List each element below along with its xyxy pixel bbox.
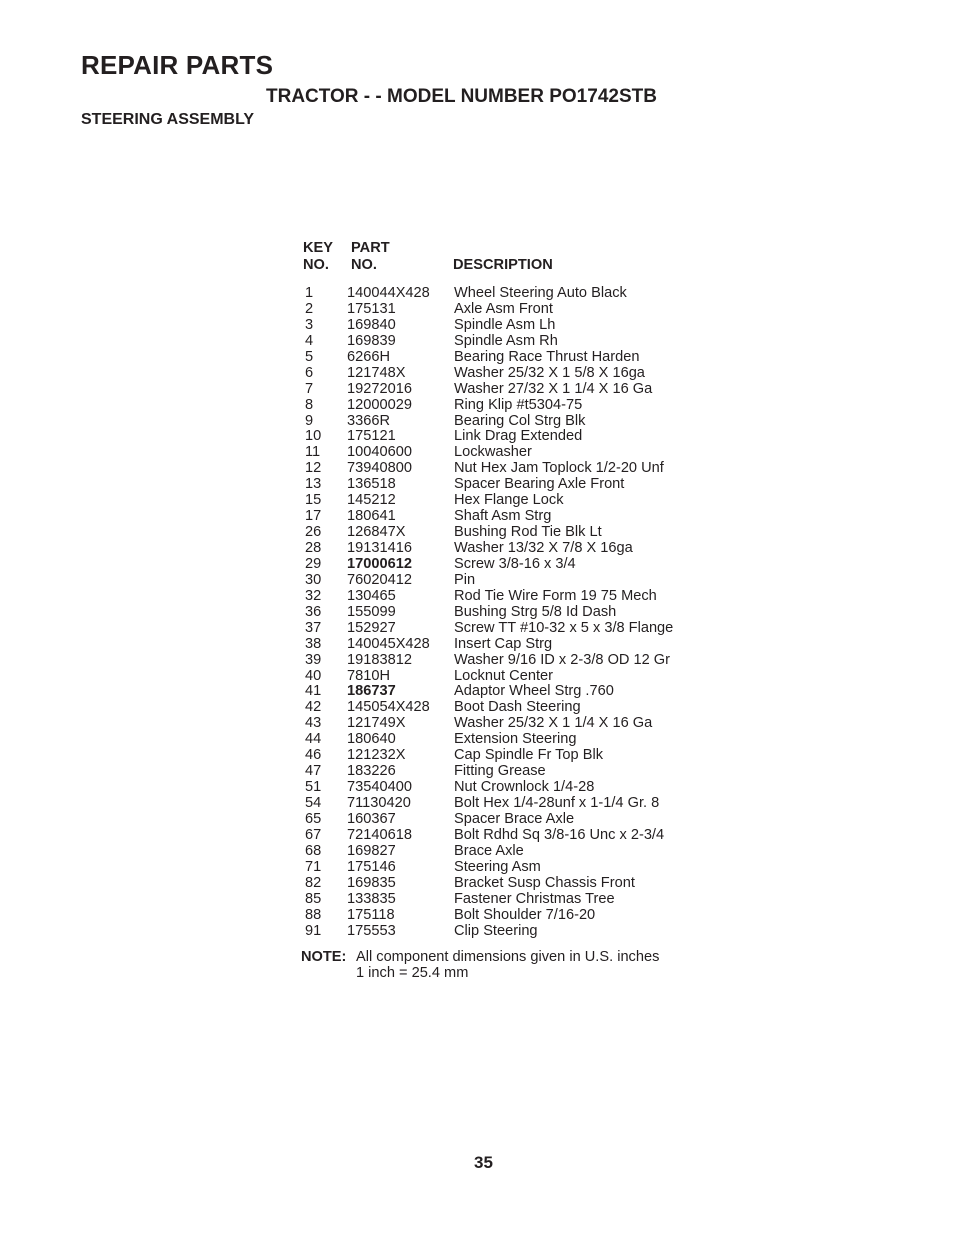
table-row bbox=[303, 382, 723, 398]
table-row bbox=[303, 732, 723, 748]
part-description: Pin bbox=[454, 571, 476, 588]
part-number: 140045X428 bbox=[347, 635, 430, 652]
key-number: 65 bbox=[305, 810, 322, 827]
key-number: 12 bbox=[305, 460, 322, 477]
part-number: 160367 bbox=[347, 810, 396, 827]
key-number: 41 bbox=[305, 683, 322, 700]
part-number: 175131 bbox=[347, 300, 396, 317]
part-header-line2: NO. bbox=[351, 257, 377, 273]
table-row bbox=[303, 908, 723, 924]
table-row bbox=[303, 844, 723, 860]
key-number: 51 bbox=[305, 779, 322, 796]
part-description: Brace Axle bbox=[454, 842, 524, 859]
page-title: REPAIR PARTS bbox=[81, 50, 274, 80]
key-number: 4 bbox=[305, 332, 314, 349]
part-number: 140044X428 bbox=[347, 285, 430, 301]
part-number: 72140618 bbox=[347, 826, 412, 843]
part-description: Cap Spindle Fr Top Blk bbox=[454, 747, 603, 764]
part-number: 121748X bbox=[347, 364, 406, 381]
table-row bbox=[303, 445, 723, 461]
table-row bbox=[303, 828, 723, 844]
part-description: Fastener Christmas Tree bbox=[454, 890, 615, 907]
table-row bbox=[303, 764, 723, 780]
table-row bbox=[303, 302, 723, 318]
table-row bbox=[303, 366, 723, 382]
part-number: 175553 bbox=[347, 922, 396, 939]
part-number: 180641 bbox=[347, 508, 396, 525]
table-row bbox=[303, 924, 723, 940]
note-line-2: 1 inch = 25.4 mm bbox=[356, 965, 469, 981]
part-description: Spindle Asm Rh bbox=[454, 332, 558, 349]
part-description: Bearing Col Strg Blk bbox=[454, 412, 586, 429]
key-number: 26 bbox=[305, 524, 322, 541]
key-number: 3 bbox=[305, 316, 314, 333]
table-row bbox=[303, 286, 723, 302]
part-description: Extension Steering bbox=[454, 731, 577, 748]
part-number: 175118 bbox=[347, 906, 395, 923]
part-description: Screw TT #10-32 x 5 x 3/8 Flange bbox=[454, 619, 674, 636]
key-number: 37 bbox=[305, 619, 322, 636]
part-number: 130465 bbox=[347, 587, 396, 604]
key-header-line2: NO. bbox=[303, 257, 329, 273]
table-row bbox=[303, 414, 723, 430]
part-number: 19183812 bbox=[347, 651, 412, 668]
key-number: 67 bbox=[305, 826, 322, 843]
note-label: NOTE: bbox=[301, 949, 347, 965]
part-number: 3366R bbox=[347, 412, 391, 429]
key-number: 5 bbox=[305, 348, 314, 365]
part-number: 175146 bbox=[347, 858, 396, 875]
part-description: Hex Flange Lock bbox=[454, 492, 564, 509]
key-number: 38 bbox=[305, 635, 322, 652]
part-number: 17000612 bbox=[347, 555, 412, 572]
key-number: 91 bbox=[305, 922, 322, 939]
part-description: Insert Cap Strg bbox=[454, 635, 553, 652]
part-number: 121749X bbox=[347, 715, 406, 732]
table-row bbox=[303, 493, 723, 509]
part-number: 10040600 bbox=[347, 444, 412, 461]
part-description: Boot Dash Steering bbox=[454, 699, 581, 716]
key-number: 1 bbox=[305, 285, 314, 301]
key-number: 36 bbox=[305, 603, 322, 620]
key-number: 54 bbox=[305, 795, 322, 811]
table-row bbox=[303, 876, 723, 892]
key-number: 6 bbox=[305, 364, 314, 381]
part-description: Washer 27/32 X 1 1/4 X 16 Ga bbox=[454, 380, 653, 397]
key-number: 10 bbox=[305, 428, 322, 445]
table-row bbox=[303, 748, 723, 764]
part-description: Fitting Grease bbox=[454, 763, 546, 780]
table-row bbox=[303, 812, 723, 828]
part-description: Bushing Rod Tie Blk Lt bbox=[454, 524, 602, 541]
key-number: 13 bbox=[305, 476, 322, 493]
part-description: Locknut Center bbox=[454, 667, 553, 684]
key-number: 15 bbox=[305, 492, 322, 509]
key-number: 9 bbox=[305, 412, 314, 429]
part-description: Screw 3/8-16 x 3/4 bbox=[454, 555, 576, 572]
key-number: 7 bbox=[305, 380, 314, 397]
table-row bbox=[303, 637, 723, 653]
key-number: 30 bbox=[305, 571, 322, 588]
part-description: Wheel Steering Auto Black bbox=[454, 285, 627, 301]
part-description: Clip Steering bbox=[454, 922, 538, 939]
table-row bbox=[303, 334, 723, 350]
part-number: 152927 bbox=[347, 619, 396, 636]
part-description: Nut Hex Jam Toplock 1/2-20 Unf bbox=[454, 460, 664, 477]
parts-list bbox=[303, 240, 723, 939]
part-description: Shaft Asm Strg bbox=[454, 508, 552, 525]
part-description: Bolt Shoulder 7/16-20 bbox=[454, 906, 596, 923]
description-header: DESCRIPTION bbox=[453, 257, 553, 273]
part-description: Washer 25/32 X 1 1/4 X 16 Ga bbox=[454, 715, 653, 732]
part-description: Link Drag Extended bbox=[454, 428, 583, 445]
part-number: 183226 bbox=[347, 763, 396, 780]
key-number: 68 bbox=[305, 842, 322, 859]
table-row bbox=[303, 669, 723, 685]
table-row bbox=[303, 541, 723, 557]
part-number: 145212 bbox=[347, 492, 396, 509]
key-number: 44 bbox=[305, 731, 322, 748]
table-row bbox=[303, 605, 723, 621]
table-row bbox=[303, 573, 723, 589]
table-row bbox=[303, 796, 723, 812]
key-number: 32 bbox=[305, 587, 322, 604]
part-number: 145054X428 bbox=[347, 699, 430, 716]
part-description: Bracket Susp Chassis Front bbox=[454, 874, 635, 891]
section-title: STEERING ASSEMBLY bbox=[81, 111, 255, 128]
key-number: 29 bbox=[305, 555, 322, 572]
part-description: Bolt Hex 1/4-28unf x 1-1/4 Gr. 8 bbox=[454, 795, 660, 811]
table-row bbox=[303, 589, 723, 605]
key-number: 2 bbox=[305, 300, 314, 317]
part-number: 73540400 bbox=[347, 779, 412, 796]
part-number: 169827 bbox=[347, 842, 396, 859]
page-number: 35 bbox=[474, 1153, 493, 1172]
part-number: 76020412 bbox=[347, 571, 412, 588]
table-row bbox=[303, 653, 723, 669]
part-number: 126847X bbox=[347, 524, 406, 541]
table-row bbox=[303, 892, 723, 908]
key-number: 46 bbox=[305, 747, 322, 764]
part-number: 155099 bbox=[347, 603, 396, 620]
key-number: 40 bbox=[305, 667, 322, 684]
part-description: Spindle Asm Lh bbox=[454, 316, 556, 333]
part-description: Ring Klip #t5304-75 bbox=[454, 396, 583, 413]
key-number: 47 bbox=[305, 763, 322, 780]
part-number: 71130420 bbox=[347, 795, 411, 811]
table-row bbox=[303, 860, 723, 876]
key-number: 28 bbox=[305, 540, 322, 556]
key-number: 82 bbox=[305, 874, 322, 891]
part-description: Lockwasher bbox=[454, 444, 532, 461]
part-number: 7810H bbox=[347, 667, 391, 684]
table-row bbox=[303, 525, 723, 541]
part-description: Nut Crownlock 1/4-28 bbox=[454, 779, 595, 796]
table-row bbox=[303, 509, 723, 525]
part-number: 136518 bbox=[347, 476, 396, 493]
table-row bbox=[303, 350, 723, 366]
part-description: Washer 25/32 X 1 5/8 X 16ga bbox=[454, 364, 645, 381]
table-row bbox=[303, 684, 723, 700]
part-description: Bushing Strg 5/8 Id Dash bbox=[454, 603, 617, 620]
key-number: 71 bbox=[305, 858, 322, 875]
key-number: 85 bbox=[305, 890, 322, 907]
part-number: 133835 bbox=[347, 890, 396, 907]
part-description: Rod Tie Wire Form 19 75 Mech bbox=[454, 587, 657, 604]
parts-list-header bbox=[303, 240, 723, 286]
part-number: 169839 bbox=[347, 332, 396, 349]
part-description: Bolt Rdhd Sq 3/8-16 Unc x 2-3/4 bbox=[454, 826, 665, 843]
part-description: Adaptor Wheel Strg .760 bbox=[454, 683, 614, 700]
part-number: 169835 bbox=[347, 874, 396, 891]
part-description: Steering Asm bbox=[454, 858, 541, 875]
table-row bbox=[303, 557, 723, 573]
table-row bbox=[303, 621, 723, 637]
part-number: 175121 bbox=[347, 428, 396, 445]
table-row bbox=[303, 700, 723, 716]
model-subtitle: TRACTOR - - MODEL NUMBER PO1742STB bbox=[266, 86, 657, 107]
key-header-line1: KEY bbox=[303, 240, 334, 256]
part-description: Washer 13/32 X 7/8 X 16ga bbox=[454, 540, 633, 556]
part-number: 121232X bbox=[347, 747, 406, 764]
part-header-line1: PART bbox=[351, 240, 390, 256]
table-row bbox=[303, 780, 723, 796]
part-number: 6266H bbox=[347, 348, 391, 365]
part-number: 186737 bbox=[347, 683, 396, 700]
table-row bbox=[303, 461, 723, 477]
part-number: 169840 bbox=[347, 316, 396, 333]
part-description: Bearing Race Thrust Harden bbox=[454, 348, 640, 365]
table-row bbox=[303, 477, 723, 493]
part-number: 19272016 bbox=[347, 380, 412, 397]
key-number: 8 bbox=[305, 396, 314, 413]
key-number: 17 bbox=[305, 508, 322, 525]
key-number: 88 bbox=[305, 906, 322, 923]
part-description: Axle Asm Front bbox=[454, 300, 553, 317]
part-number: 19131416 bbox=[347, 540, 412, 556]
key-number: 39 bbox=[305, 651, 322, 668]
key-number: 42 bbox=[305, 699, 322, 716]
part-description: Spacer Bearing Axle Front bbox=[454, 476, 625, 493]
table-row bbox=[303, 318, 723, 334]
part-description: Spacer Brace Axle bbox=[454, 810, 575, 827]
table-row bbox=[303, 716, 723, 732]
table-row bbox=[303, 398, 723, 414]
part-number: 180640 bbox=[347, 731, 396, 748]
parts-rows bbox=[303, 286, 723, 939]
table-row bbox=[303, 429, 723, 445]
key-number: 43 bbox=[305, 715, 322, 732]
part-description: Washer 9/16 ID x 2-3/8 OD 12 Gr bbox=[454, 651, 671, 668]
part-number: 12000029 bbox=[347, 396, 412, 413]
note-line-1: All component dimensions given in U.S. inches bbox=[356, 949, 660, 965]
part-number: 73940800 bbox=[347, 460, 412, 477]
key-number: 11 bbox=[305, 444, 321, 461]
